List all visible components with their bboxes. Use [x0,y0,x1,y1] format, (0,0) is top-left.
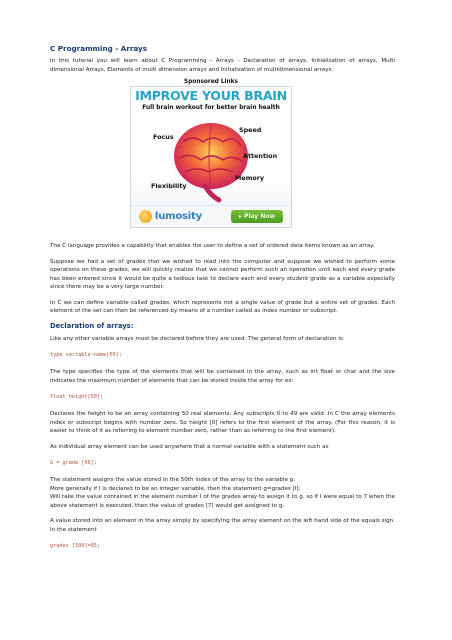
paragraph-8a: The statement assigns the value stored in the 50th index of the array to the variable g. [50,477,295,483]
ad-word-flexibility: Flexibility [151,182,187,190]
paragraph-9: A value stored into an element in the array simply by specifying the array element on the left hand side of the equals sign. In the statement [50,518,395,533]
ad-word-attention: Attention [243,152,278,160]
section-heading-declaration: Declaration of arrays: [50,321,134,330]
code-sample-1: type variable-name[50]; [50,352,122,358]
play-now-label: Play Now [244,213,276,220]
paragraph-7: As individual array element can be used anywhere that a normal variable with a statement such as [50,443,329,450]
ad-headline: IMPROVE YOUR BRAIN [135,88,287,103]
play-now-button[interactable]: ▸ Play Now [231,210,283,223]
paragraph-1: The C language provides a capability that enables the user to define a set of ordered data items known as an array. [50,243,375,249]
ad-footer [131,205,291,228]
code-sample-4: grades [100]=95; [50,543,100,549]
ad-subheadline: Full brain workout for better brain health [142,105,280,111]
paragraph-8b: More generally if I is declared to be an integer variable, then the statement g=grades [I]; [50,485,301,492]
article [50,44,395,559]
paragraph-3: In C we can define variable called grades, which represents not a single value of grade but a entire set of grades. Each element of the set can then be referenced by means of a number called as index number or subscript. [50,299,395,314]
ad-word-speed: Speed [239,126,262,134]
lumosity-brand: lumosity [155,211,202,222]
ad-word-memory: Memory [235,174,265,182]
article-title: C Programming - Arrays [50,44,148,53]
paragraph-8c: Will take the value contained in the element number I of the grades array to assign it to g. so if I were equal to 7 when the above statement is executed, then the value of grades [7] would get assigned to g. [50,494,395,509]
paragraph-2: Suppose we had a set of grades that we wished to read into the computer and suppose we wished to perform some operations on these grades, we will quickly realize that we cannot perform such an operation until each and every grade has been entered since it would be quite a tedious task to declare each and every student grade as a variable especially since there may be a very large number. [50,258,395,290]
code-sample-3: G = grade [50]; [50,460,97,466]
paragraph-5: The type specifies the type of the elements that will be contained in the array, such as int float or char and the size indicates the maximum number of elements that can be stored inside the array for ex: [50,369,395,384]
sponsored-ad[interactable] [130,78,292,228]
paragraph-4: Like any other variable arrays must be declared before they are used. The general form of declaration is: [50,335,345,342]
ad-word-focus: Focus [153,133,174,141]
lumosity-logo-icon [139,210,152,223]
code-sample-2: float height[50]; [50,394,104,400]
ad-banner[interactable] [130,86,292,228]
intro-paragraph: In this tutorial you will learn about C Programming - Arrays - Declaration of arrays, Initialization of arrays, Multi dimensional Arrays, Elements of multi dimension arrays and Initialization of multidimensional arrays. [50,58,395,73]
sponsored-links-label: Sponsored Links [184,79,238,85]
paragraph-6: Declares the height to be an array containing 50 real elements. Any subscripts 0 to 49 are valid. In C the array elements index or subscript begins with number zero. So height [0] refers to the first element of the array. (For this reason, it is easier to think of it as referring to element number zero, rather than as referring to the first element). [50,411,395,434]
